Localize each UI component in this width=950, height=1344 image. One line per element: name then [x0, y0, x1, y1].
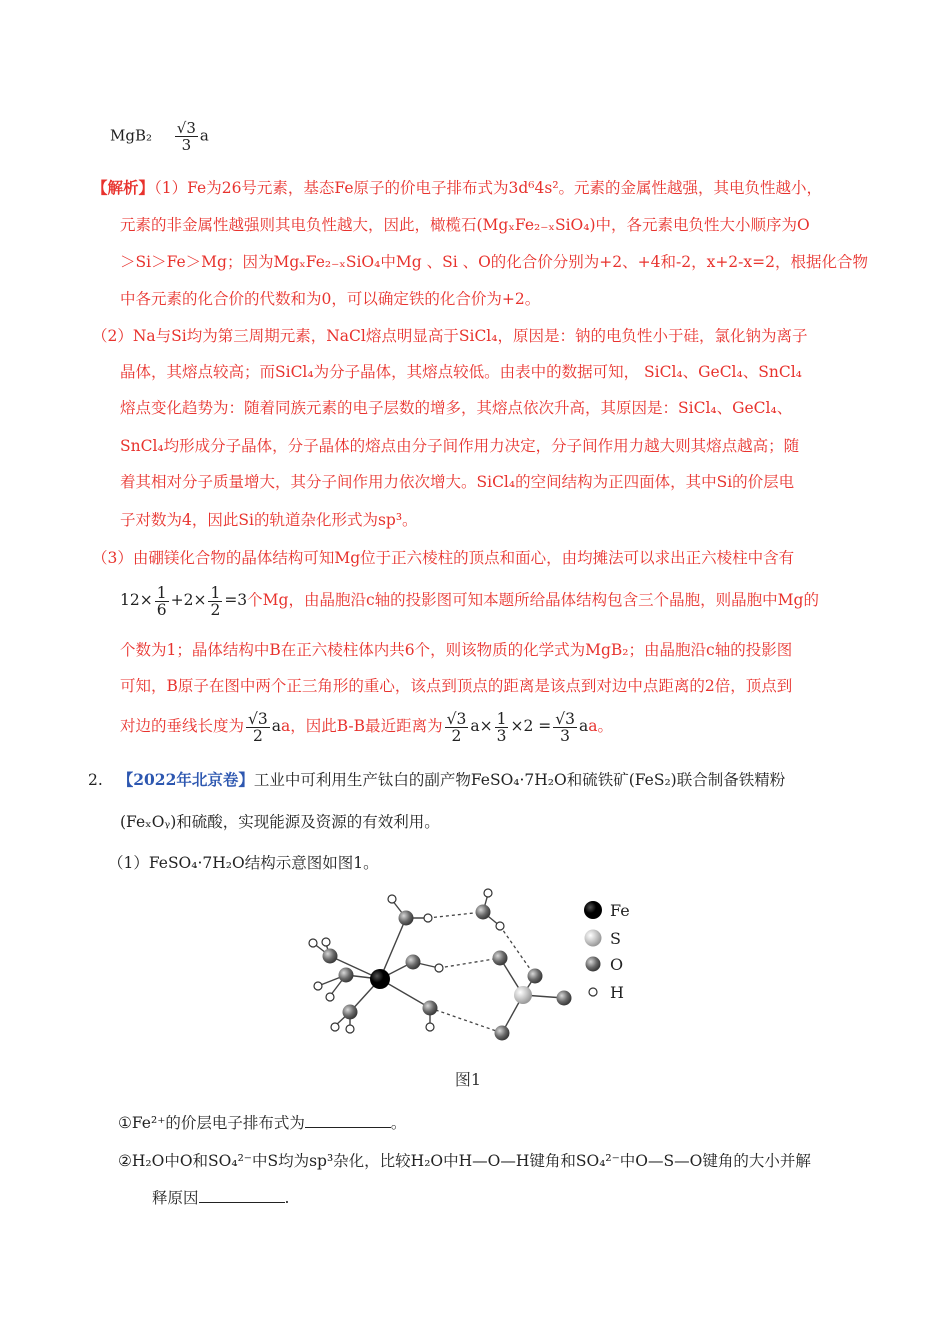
analysis-p2-line5: 着其相对分子质量增大，其分子间作用力依次增大。SiCl₄的空间结构为正四面体，其中Si的价层电: [120, 473, 795, 491]
answer-blank-2[interactable]: [199, 1188, 285, 1203]
figure-1-structure: [290, 880, 650, 1110]
question-2-item2-line1: ②H₂O中O和SO₄²⁻中S均为sp³杂化，比较H₂O中H—O—H键角和SO₄²⁻中O—S—O键角的大小并解: [118, 1152, 811, 1170]
h-atom: [435, 964, 443, 972]
figure-caption: 图1: [454, 1070, 482, 1089]
question-source: 【2022年北京卷】: [117, 770, 254, 789]
analysis-tag: 【解析】: [92, 178, 155, 197]
analysis-p1-line1: 【解析】（1）Fe为26号元素，基态Fe原子的价电子排布式为3d⁶4s²。元素的金属性越强，其电负性越小，: [92, 178, 823, 197]
o-atom: [528, 969, 543, 984]
h-atom: [424, 914, 432, 922]
question-2-item2-line2: 释原因 .: [152, 1189, 290, 1207]
legend-o: O: [610, 955, 624, 974]
h-atom: [309, 939, 317, 947]
answer-fraction: $\frac{√3}{3}$: [176, 119, 196, 154]
h-atom: [496, 922, 504, 930]
o-atom: [495, 1026, 510, 1041]
analysis-p3-line5: 对边的垂线长度为 $\frac{√3}{2}$ aa，因此B-B最近距离为 $\frac{√3}{2}$ a× $\frac{1}{3}$ ×2 = $\frac{√3}{3}$ aa。: [120, 709, 613, 745]
fraction-one-third: $\frac{1}{3}$: [496, 709, 507, 745]
analysis-p2-line6: 子对数为4，因此Si的轨道杂化形式为sp³。: [120, 511, 418, 529]
o-atom: [423, 1001, 438, 1016]
legend-s-marker: [585, 930, 602, 947]
analysis-p1-line2: 元素的非金属性越强则其电负性越大，因此，橄榄石(MgₓFe₂₋ₓSiO₄)中，各元素电负性大小顺序为O: [120, 216, 810, 234]
legend: [584, 901, 630, 1002]
h-atom: [426, 1023, 434, 1031]
o-atom: [493, 951, 508, 966]
analysis-p3-line3: 个数为1；晶体结构中B在正六棱柱体内共6个，则该物质的化学式为MgB₂；由晶胞沿c轴的投影图: [120, 641, 793, 659]
answer-row: MgB₂ $\frac{√3}{3}$ a: [110, 119, 209, 154]
h-atom: [314, 982, 322, 990]
legend-s: S: [610, 929, 621, 948]
o-atom: [339, 968, 354, 983]
h-atom: [322, 938, 330, 946]
o-atom: [476, 905, 491, 920]
legend-fe-marker: [584, 901, 602, 919]
legend-h-marker: [589, 988, 597, 996]
analysis-p3-line2: 12× $\frac{1}{6}$ +2× $\frac{1}{2}$ =3个Mg，由晶胞沿c轴的投影图可知本题所给晶体结构包含三个晶胞，则晶胞中Mg的: [120, 583, 819, 619]
o-atom: [323, 949, 338, 964]
answer-formula: MgB₂: [110, 126, 152, 145]
o-atom: [399, 911, 414, 926]
hydrogen-bonds: [428, 912, 535, 1033]
fraction-sqrt3-over-2: $\frac{√3}{2}$: [248, 709, 268, 745]
h-atom: [346, 1025, 354, 1033]
question-number: 2.: [88, 771, 103, 789]
legend-o-marker: [586, 957, 601, 972]
analysis-p1-line4: 中各元素的化合价的代数和为0，可以确定铁的化合价为+2。: [120, 290, 541, 308]
answer-blank-1[interactable]: [305, 1113, 391, 1128]
analysis-p2-line2: 晶体，其熔点较高；而SiCl₄为分子晶体，其熔点较低。由表中的数据可知， SiCl₄、GeCl₄、SnCl₄: [120, 363, 802, 381]
o-atom: [557, 991, 572, 1006]
question-2-line2: (FeₓOᵧ)和硫酸，实现能源及资源的有效利用。: [120, 813, 440, 831]
legend-h: H: [610, 983, 624, 1002]
h-atom: [326, 993, 334, 1001]
h-atom: [388, 895, 396, 903]
analysis-p2-line3: 熔点变化趋势为：随着同族元素的电子层数的增多，其熔点依次升高，其原因是：SiCl₄、GeCl₄、: [120, 399, 793, 417]
analysis-p2-line1: （2）Na与Si均为第三周期元素，NaCl熔点明显高于SiCl₄，原因是：钠的电负性小于硅，氯化钠为离子: [92, 327, 808, 345]
o-atom: [406, 955, 421, 970]
h-atom: [331, 1023, 339, 1031]
analysis-p3-line4: 可知，B原子在图中两个正三角形的重心，该点到顶点的距离是该点到对边中点距离的2倍，顶点到: [120, 677, 793, 695]
analysis-p3-line1: （3）由硼镁化合物的晶体结构可知Mg位于正六棱柱的顶点和面心，由均摊法可以求出正六棱柱中含有: [92, 549, 795, 567]
question-2-sub1: （1）FeSO₄·7H₂O结构示意图如图1。: [108, 854, 379, 872]
fraction-one-sixth: $\frac{1}{6}$: [156, 583, 167, 619]
legend-fe: Fe: [610, 901, 630, 920]
o-atom: [343, 1005, 358, 1020]
fraction-sqrt3-over-3: $\frac{√3}{3}$: [555, 709, 575, 745]
question-2-line1: 2. 【2022年北京卷】工业中可利用生产钛白的副产物FeSO₄·7H₂O和硫铁矿(FeS₂)联合制备铁精粉: [88, 770, 786, 789]
h-atom: [484, 889, 492, 897]
fraction-one-half: $\frac{1}{2}$: [210, 583, 221, 619]
analysis-p1-line3: ＞Si＞Fe＞Mg；因为MgₓFe₂₋ₓSiO₄中Mg 、Si 、O的化合价分别为+2、+4和-2，x+2-x=2，根据化合物: [120, 253, 868, 271]
analysis-p2-line4: SnCl₄均形成分子晶体，分子晶体的熔点由分子间作用力决定，分子间作用力越大则其熔点越高；随: [120, 437, 800, 455]
question-2-item1: ①Fe²⁺的价层电子排布式为 。: [118, 1114, 407, 1132]
s-atom: [514, 986, 532, 1004]
fraction-sqrt3-over-2-b: $\frac{√3}{2}$: [446, 709, 467, 745]
fe-atom: [370, 969, 390, 989]
